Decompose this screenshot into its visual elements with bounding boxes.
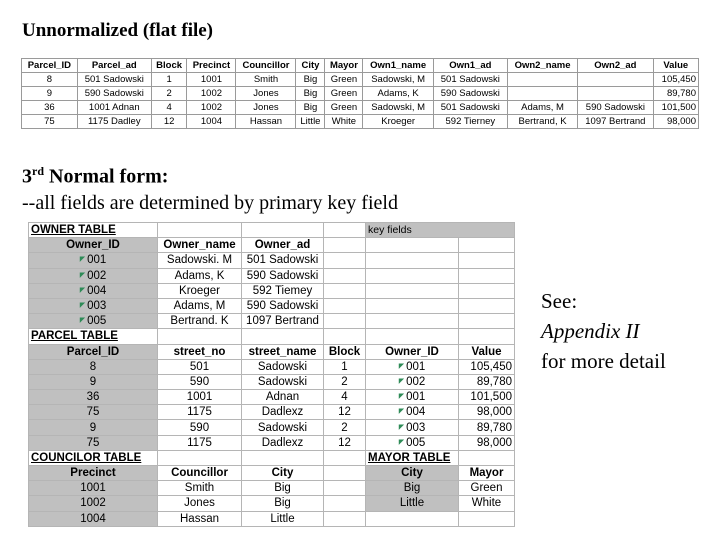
empty-cell <box>459 450 515 465</box>
flat-column-header: Mayor <box>325 59 363 73</box>
flat-table-cell: 501 Sadowski <box>433 101 507 115</box>
parcel-cell: 003 <box>406 421 426 434</box>
councilor-name-cell: Smith <box>158 481 242 496</box>
flat-table-cell <box>507 73 577 87</box>
empty-cell <box>366 329 459 344</box>
mayor-table-label: MAYOR TABLE <box>366 450 459 465</box>
councilor-mayor-header-row <box>29 466 515 481</box>
parcel-cell: Sadowski <box>242 420 324 435</box>
foreign-key-marker-icon: ◤ <box>79 317 86 325</box>
owner-id-cell: 003 <box>87 300 107 313</box>
flat-file-table <box>21 58 699 129</box>
owner-table-label: OWNER TABLE <box>29 223 158 238</box>
flat-column-header: Own1_name <box>363 59 433 73</box>
mayor-header: Mayor <box>459 466 515 481</box>
foreign-key-marker-icon: ◤ <box>398 393 405 401</box>
councilor-header: Precinct <box>29 466 158 481</box>
mayor-header: City <box>366 466 459 481</box>
parcel-cell: Adnan <box>242 390 324 405</box>
flat-table-cell: Hassan <box>236 115 296 129</box>
flat-table-cell: Big <box>296 87 325 101</box>
flat-column-header: Precinct <box>187 59 236 73</box>
parcel-cell: 590 <box>158 374 242 389</box>
mayor-name-cell: Green <box>459 481 515 496</box>
foreign-key-marker-icon: ◤ <box>79 286 86 294</box>
flat-table-cell: 1001 <box>187 73 236 87</box>
parcel-cell: 89,780 <box>459 374 515 389</box>
parcel-cell: Dadlexz <box>242 405 324 420</box>
parcel-header: Parcel_ID <box>29 344 158 359</box>
parcel-cell: 98,000 <box>459 405 515 420</box>
flat-column-header: Own2_ad <box>578 59 653 73</box>
parcel-row <box>29 359 515 374</box>
flat-column-header: Value <box>653 59 699 73</box>
parcel-cell: 1 <box>324 359 366 374</box>
flat-table-cell: 592 Tierney <box>433 115 507 129</box>
empty-cell <box>459 238 515 253</box>
empty-cell <box>366 314 459 329</box>
empty-cell <box>366 268 459 283</box>
mayor-city-cell: Little <box>366 496 459 511</box>
empty-cell <box>366 283 459 298</box>
parcel-cell: Sadowski <box>242 374 324 389</box>
flat-table-cell: 8 <box>22 73 78 87</box>
third-normal-form-subtitle: --all fields are determined by primary key field <box>22 192 398 214</box>
flat-table-cell: Jones <box>236 101 296 115</box>
flat-column-header: City <box>296 59 325 73</box>
parcel-cell: 1001 <box>158 390 242 405</box>
parcel-cell: Dadlexz <box>242 435 324 450</box>
councilor-precinct-cell: 1004 <box>29 511 158 526</box>
flat-table-cell: Smith <box>236 73 296 87</box>
owner-address-cell: 1097 Bertrand <box>242 314 324 329</box>
flat-table-cell: 590 Sadowski <box>578 101 653 115</box>
flat-table-cell: 105,450 <box>653 73 699 87</box>
empty-cell <box>324 511 366 526</box>
flat-table-cell: 2 <box>151 87 187 101</box>
councilor-mayor-row <box>29 511 515 526</box>
councilor-header: City <box>242 466 324 481</box>
parcel-row <box>29 405 515 420</box>
empty-cell <box>324 298 366 313</box>
flat-table-cell: 1001 Adnan <box>77 101 151 115</box>
owner-address-cell: 501 Sadowski <box>242 253 324 268</box>
parcel-cell: 12 <box>324 405 366 420</box>
flat-table-cell: 36 <box>22 101 78 115</box>
flat-table-row <box>22 87 699 101</box>
parcel-cell: 590 <box>158 420 242 435</box>
owner-address-cell: 592 Tiemey <box>242 283 324 298</box>
empty-cell <box>324 329 366 344</box>
flat-table-cell: 12 <box>151 115 187 129</box>
empty-cell <box>324 466 366 481</box>
councilor-city-cell: Big <box>242 481 324 496</box>
flat-table-cell <box>578 73 653 87</box>
parcel-cell: Sadowski <box>242 359 324 374</box>
parcel-cell <box>366 374 459 389</box>
flat-column-header: Parcel_ad <box>77 59 151 73</box>
flat-table-cell: 101,500 <box>653 101 699 115</box>
owner-row <box>29 283 515 298</box>
normalized-tables-grid <box>28 222 515 527</box>
owner-id-cell: 005 <box>87 315 107 328</box>
empty-cell <box>324 314 366 329</box>
flat-table-cell: 1002 <box>187 87 236 101</box>
flat-table-cell: 590 Sadowski <box>77 87 151 101</box>
councilor-city-cell: Big <box>242 496 324 511</box>
foreign-key-marker-icon: ◤ <box>398 408 405 416</box>
third-normal-form-title: 3rd Normal form: <box>22 164 169 188</box>
flat-table-cell: Adams, M <box>507 101 577 115</box>
owner-id-cell <box>29 283 158 298</box>
parcel-cell: 9 <box>29 374 158 389</box>
owner-header: Owner_ID <box>29 238 158 253</box>
empty-cell <box>366 511 459 526</box>
parcel-cell: 105,450 <box>459 359 515 374</box>
empty-cell <box>158 329 242 344</box>
foreign-key-marker-icon: ◤ <box>79 271 86 279</box>
mayor-name-cell: White <box>459 496 515 511</box>
see-label: See: <box>541 289 578 313</box>
flat-table-cell: 501 Sadowski <box>77 73 151 87</box>
flat-table-cell: Bertrand, K <box>507 115 577 129</box>
flat-table-cell: Jones <box>236 87 296 101</box>
flat-table-cell: 4 <box>151 101 187 115</box>
flat-table-cell: White <box>325 115 363 129</box>
flat-table-cell <box>507 87 577 101</box>
parcel-header: street_name <box>242 344 324 359</box>
councilor-name-cell: Hassan <box>158 511 242 526</box>
parcel-cell: 002 <box>406 375 426 388</box>
empty-cell <box>324 238 366 253</box>
parcel-cell <box>366 405 459 420</box>
empty-cell <box>459 298 515 313</box>
flat-table-cell: Green <box>325 73 363 87</box>
parcel-cell: 005 <box>406 436 426 449</box>
parcel-cell: 101,500 <box>459 390 515 405</box>
parcel-cell: 75 <box>29 405 158 420</box>
flat-table-cell: 590 Sadowski <box>433 87 507 101</box>
flat-table-cell: 98,000 <box>653 115 699 129</box>
parcel-row <box>29 420 515 435</box>
flat-table-row <box>22 101 699 115</box>
parcel-cell: 36 <box>29 390 158 405</box>
owner-name-cell: Bertrand. K <box>158 314 242 329</box>
parcel-cell: 75 <box>29 435 158 450</box>
foreign-key-marker-icon: ◤ <box>79 256 86 264</box>
flat-table-cell: 1002 <box>187 101 236 115</box>
parcel-cell <box>366 420 459 435</box>
flat-table-row <box>22 115 699 129</box>
parcel-header: Owner_ID <box>366 344 459 359</box>
parcel-cell <box>366 359 459 374</box>
parcel-table-label: PARCEL TABLE <box>29 329 158 344</box>
parcel-cell: 004 <box>406 406 426 419</box>
parcel-cell: 98,000 <box>459 435 515 450</box>
owner-address-cell: 590 Sadowski <box>242 298 324 313</box>
empty-cell <box>324 283 366 298</box>
owner-row <box>29 253 515 268</box>
flat-table-cell: Big <box>296 101 325 115</box>
flat-table-cell: 89,780 <box>653 87 699 101</box>
empty-cell <box>324 481 366 496</box>
flat-file-title: Unnormalized (flat file) <box>22 20 214 41</box>
flat-table-cell: 501 Sadowski <box>433 73 507 87</box>
empty-cell <box>366 253 459 268</box>
owner-header: Owner_ad <box>242 238 324 253</box>
owner-row <box>29 268 515 283</box>
flat-table-cell: Big <box>296 73 325 87</box>
flat-table-cell <box>578 87 653 101</box>
empty-cell <box>459 314 515 329</box>
owner-row <box>29 314 515 329</box>
mayor-city-cell: Big <box>366 481 459 496</box>
flat-table-row <box>22 73 699 87</box>
flat-table-cell: 1097 Bertrand <box>578 115 653 129</box>
parcel-cell: 2 <box>324 420 366 435</box>
empty-cell <box>459 511 515 526</box>
empty-cell <box>366 298 459 313</box>
parcel-header-row <box>29 344 515 359</box>
appendix-note <box>541 286 666 376</box>
parcel-cell: 8 <box>29 359 158 374</box>
councilor-mayor-row <box>29 481 515 496</box>
flat-table-cell: Green <box>325 87 363 101</box>
flat-column-header: Own2_name <box>507 59 577 73</box>
councilor-table-label: COUNCILOR TABLE <box>29 450 158 465</box>
flat-table-cell: Kroeger <box>363 115 433 129</box>
owner-name-cell: Sadowski. M <box>158 253 242 268</box>
flat-table-cell: 1004 <box>187 115 236 129</box>
flat-column-header: Councillor <box>236 59 296 73</box>
flat-table-cell: 1175 Dadley <box>77 115 151 129</box>
foreign-key-marker-icon: ◤ <box>398 438 405 446</box>
flat-table-cell: 1 <box>151 73 187 87</box>
empty-cell <box>158 223 242 238</box>
empty-cell <box>242 223 324 238</box>
empty-cell <box>324 268 366 283</box>
parcel-row <box>29 374 515 389</box>
owner-row <box>29 298 515 313</box>
flat-table-cell: Little <box>296 115 325 129</box>
flat-column-header: Own1_ad <box>433 59 507 73</box>
foreign-key-marker-icon: ◤ <box>398 423 405 431</box>
foreign-key-marker-icon: ◤ <box>79 302 86 310</box>
councilor-header: Councillor <box>158 466 242 481</box>
foreign-key-marker-icon: ◤ <box>398 362 405 370</box>
parcel-cell: 12 <box>324 435 366 450</box>
owner-id-cell <box>29 253 158 268</box>
parcel-cell <box>366 390 459 405</box>
parcel-label-row <box>29 329 515 344</box>
owner-address-cell: 590 Sadowski <box>242 268 324 283</box>
parcel-header: Value <box>459 344 515 359</box>
parcel-cell: 2 <box>324 374 366 389</box>
owner-id-cell <box>29 298 158 313</box>
owner-id-cell: 002 <box>87 269 107 282</box>
owner-id-cell <box>29 268 158 283</box>
empty-cell <box>242 450 324 465</box>
flat-table-cell: Sadowski, M <box>363 101 433 115</box>
empty-cell <box>158 450 242 465</box>
parcel-cell: 9 <box>29 420 158 435</box>
empty-cell <box>459 268 515 283</box>
parcel-cell: 001 <box>406 391 426 404</box>
more-detail-text: for more detail <box>541 349 666 373</box>
parcel-cell: 501 <box>158 359 242 374</box>
parcel-cell: 89,780 <box>459 420 515 435</box>
parcel-header: street_no <box>158 344 242 359</box>
parcel-cell: 4 <box>324 390 366 405</box>
owner-name-cell: Kroeger <box>158 283 242 298</box>
flat-table-cell: Adams, K <box>363 87 433 101</box>
councilor-city-cell: Little <box>242 511 324 526</box>
owner-id-cell: 001 <box>87 254 107 267</box>
flat-table-cell: 9 <box>22 87 78 101</box>
owner-label-row <box>29 223 515 238</box>
empty-cell <box>324 253 366 268</box>
empty-cell <box>459 253 515 268</box>
owner-name-cell: Adams, K <box>158 268 242 283</box>
owner-header: Owner_name <box>158 238 242 253</box>
parcel-row <box>29 435 515 450</box>
flat-column-header: Block <box>151 59 187 73</box>
empty-cell <box>459 329 515 344</box>
parcel-cell: 1175 <box>158 405 242 420</box>
flat-column-header: Parcel_ID <box>22 59 78 73</box>
foreign-key-marker-icon: ◤ <box>398 377 405 385</box>
key-fields-legend: key fields <box>366 223 515 238</box>
parcel-cell: 001 <box>406 360 426 373</box>
empty-cell <box>459 283 515 298</box>
owner-name-cell: Adams, M <box>158 298 242 313</box>
owner-id-cell <box>29 314 158 329</box>
parcel-row <box>29 390 515 405</box>
councilor-precinct-cell: 1001 <box>29 481 158 496</box>
flat-header-row <box>22 59 699 73</box>
owner-header-row <box>29 238 515 253</box>
owner-id-cell: 004 <box>87 284 107 297</box>
parcel-cell: 1175 <box>158 435 242 450</box>
empty-cell <box>366 238 459 253</box>
councilor-name-cell: Jones <box>158 496 242 511</box>
councilor-precinct-cell: 1002 <box>29 496 158 511</box>
councilor-mayor-row <box>29 496 515 511</box>
councilor-mayor-label-row <box>29 450 515 465</box>
empty-cell <box>324 450 366 465</box>
flat-table-cell: Green <box>325 101 363 115</box>
parcel-header: Block <box>324 344 366 359</box>
flat-table-cell: 75 <box>22 115 78 129</box>
parcel-cell <box>366 435 459 450</box>
empty-cell <box>242 329 324 344</box>
appendix-reference: Appendix II <box>541 319 640 343</box>
flat-table-cell: Sadowski, M <box>363 73 433 87</box>
empty-cell <box>324 223 366 238</box>
empty-cell <box>324 496 366 511</box>
